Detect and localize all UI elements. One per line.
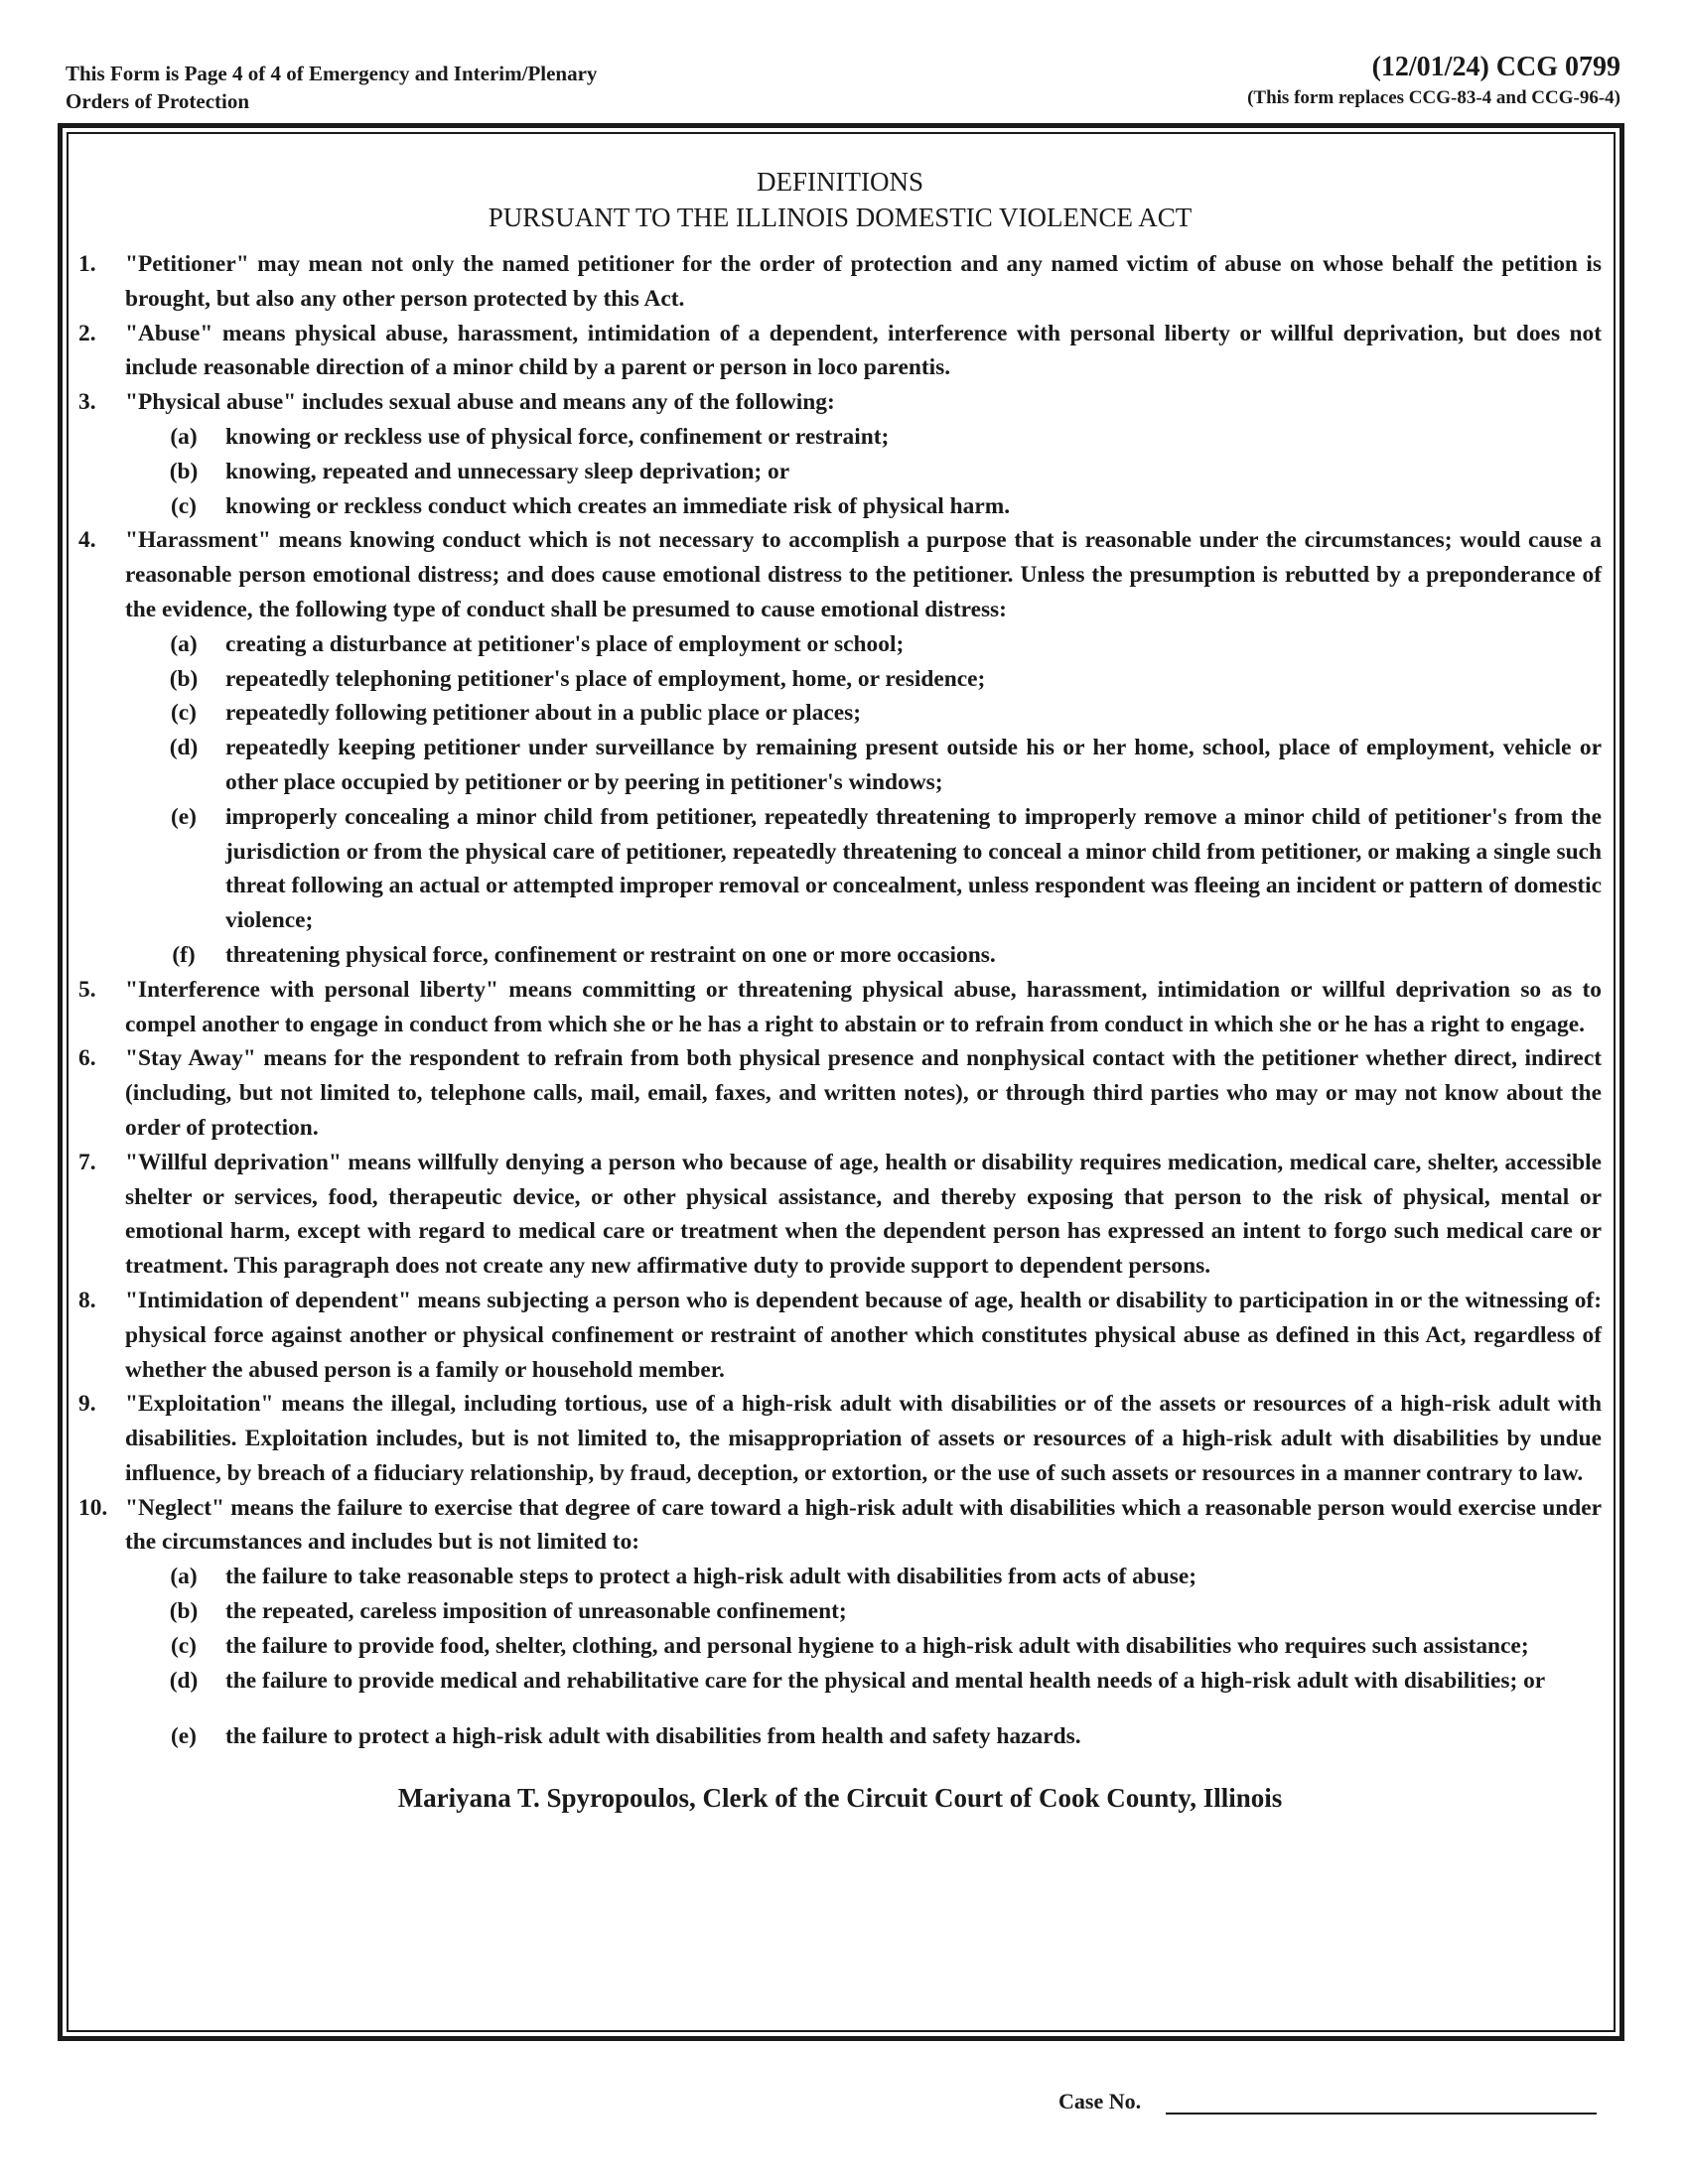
sub-label: (e) [171,803,197,830]
definition-10 [78,1491,1602,1561]
sub-text: the failure to protect a high-risk adult with disabilities from health and safety hazards. [225,1723,1081,1750]
form-page-line-2: Orders of Protection [66,89,250,113]
definition-9 [78,1387,1602,1490]
definition-8 [78,1284,1602,1387]
definition-10-sub-e [78,1719,1602,1754]
sub-label: (c) [171,492,197,519]
definition-4-sub-d [78,731,1602,800]
form-page-line-1: This Form is Page 4 of 4 of Emergency and Interim/Plenary [66,62,598,85]
definition-text: "Abuse" means physical abuse, harassment, intimidation of a dependent, interference with personal liberty or willful deprivation, but does not include reasonable direction of a minor child by a parent or person in loco parentis. [125,320,1602,381]
sub-text: knowing or reckless conduct which creates an immediate risk of physical harm. [225,492,1011,519]
sub-label: (f) [172,941,196,968]
definitions-frame [58,123,1624,2041]
case-number-field[interactable] [1166,2113,1597,2115]
definition-4 [78,523,1602,626]
definition-number: 8. [78,1287,96,1313]
definition-number: 9. [78,1391,96,1418]
definition-4-sub-c [78,696,1602,731]
sub-text: repeatedly telephoning petitioner's place of employment, home, or residence; [225,665,986,692]
sub-text: the failure to take reasonable steps to protect a high-risk adult with disabilities from acts of abuse; [225,1564,1197,1590]
definitions-title [78,164,1602,235]
definition-3-sub-a [78,420,1602,455]
definition-3-sub-b [78,455,1602,489]
form-code: (12/01/24) CCG 0799 [1371,52,1620,82]
sub-label: (c) [171,700,197,727]
sub-label: (b) [169,1598,199,1625]
sub-label: (d) [169,735,199,761]
definition-10-sub-c [78,1629,1602,1664]
sub-label: (b) [169,665,199,692]
definition-number: 10. [78,1494,108,1521]
definition-text: "Stay Away" means for the respondent to refrain from both physical presence and nonphysical contact with the petitioner whether direct, indirect (including, but not limited to, telephone calls, mail, email, faxes, and written notes), or through third parties who may or may not know about the order of protection. [125,1045,1602,1141]
sub-text: threatening physical force, confinement or restraint on one or more occasions. [225,941,996,968]
definition-2 [78,317,1602,386]
sub-text: repeatedly keeping petitioner under surveillance by remaining present outside his or her home, school, place of employment, vehicle or other place occupied by petitioner or by peering in petitioner's windows; [225,735,1602,795]
sub-text: knowing or reckless use of physical force, confinement or restraint; [225,423,890,450]
definition-7 [78,1146,1602,1284]
form-code-block [1247,50,1620,111]
definition-10-sub-a [78,1560,1602,1594]
definition-text: "Interference with personal liberty" means committing or threatening physical abuse, harassment, intimidation or willful deprivation so as to compel another to engage in conduct from which she or he has a right to abstain or to refrain from conduct in which she or he has a right to engage. [125,976,1602,1037]
definition-4-sub-f [78,938,1602,973]
sub-label: (a) [170,630,198,657]
definition-text: "Harassment" means knowing conduct which is not necessary to accomplish a purpose that is reasonable under the circumstances; would cause a reasonable person emotional distress; and does cause emotional distress to the petitioner. Unless the presumption is rebutted by a preponderance of the evidence, the following type of conduct shall be presumed to cause emotional distress: [125,527,1602,622]
sub-text: repeatedly following petitioner about in a public place or places; [225,700,861,727]
definition-text: "Petitioner" may mean not only the named petitioner for the order of protection and any named victim of abuse on whose behalf the petition is brought, but also any other person protected by this Act. [125,251,1602,312]
definition-text: "Physical abuse" includes sexual abuse and means any of the following: [125,389,835,416]
definition-text: "Intimidation of dependent" means subjecting a person who is dependent because of age, health or disability to participation in or the witnessing of: physical force against another or physical confinement or restraint of another which constitutes physical abuse as defined in this Act, regardless of whether the abused person is a family or household member. [125,1287,1602,1383]
definition-number: 5. [78,976,96,1003]
definition-number: 2. [78,320,96,346]
definition-number: 1. [78,251,96,277]
definition-text: "Exploitation" means the illegal, including tortious, use of a high-risk adult with disabilities or of the assets or resources of a high-risk adult with disabilities. Exploitation includes, but is not limited to, the misappropriation of assets or resources of a high-risk adult with disabilities by undue influence, by breach of a fiduciary relationship, by fraud, deception, or extortion, or the use of such assets or resources in a manner contrary to law. [125,1391,1602,1486]
sub-text: the repeated, careless imposition of unreasonable confinement; [225,1598,847,1625]
definitions-content [78,164,1602,1816]
sub-label: (c) [171,1632,197,1659]
sub-label: (b) [169,458,199,484]
definition-4-sub-a [78,627,1602,662]
sub-label: (e) [171,1723,197,1750]
sub-text: the failure to provide medical and rehabilitative care for the physical and mental health needs of a high-risk adult with disabilities; or [225,1667,1546,1694]
title-line-2: PURSUANT TO THE ILLINOIS DOMESTIC VIOLENCE ACT [488,203,1193,232]
sub-label: (a) [170,423,198,450]
definitions-list [78,247,1602,1754]
sub-text: the failure to provide food, shelter, clothing, and personal hygiene to a high-risk adult with disabilities who requires such assistance; [225,1632,1529,1659]
sub-label: (d) [169,1667,199,1694]
clerk-attribution: Mariyana T. Spyropoulos, Clerk of the Circuit Court of Cook County, Illinois [397,1783,1283,1814]
definition-6 [78,1041,1602,1145]
sub-text: creating a disturbance at petitioner's place of employment or school; [225,630,905,657]
definition-1 [78,247,1602,317]
definition-4-sub-e [78,800,1602,938]
definition-text: "Neglect" means the failure to exercise that degree of care toward a high-risk adult with disabilities which a reasonable person would exercise under the circumstances and includes but is not limited to: [125,1494,1602,1556]
sub-label: (a) [170,1564,198,1590]
definition-number: 4. [78,527,96,554]
definition-text: "Willful deprivation" means willfully denying a person who because of age, health or disability requires medication, medical care, shelter, accessible shelter or services, food, therapeutic device, or other physical assistance, and thereby exposing that person to the risk of physical, mental or emotional harm, except with regard to medical care or treatment when the dependent person has expressed an intent to forgo such medical care or treatment. This paragraph does not create any new affirmative duty to provide support to dependent persons. [125,1149,1602,1280]
sub-text: knowing, repeated and unnecessary sleep deprivation; or [225,458,790,484]
form-replaces-note: (This form replaces CCG-83-4 and CCG-96-4) [1247,87,1620,108]
case-number-label: Case No. [1058,2089,1142,2114]
definition-4-sub-b [78,662,1602,697]
definition-number: 7. [78,1149,96,1175]
definition-3 [78,385,1602,420]
definition-10-sub-b [78,1594,1602,1629]
title-line-1: DEFINITIONS [757,167,923,197]
form-page-note [66,60,820,115]
sub-text: improperly concealing a minor child from petitioner, repeatedly threatening to improperly remove a minor child of petitioner's from the jurisdiction or from the physical care of petitioner, repeatedly threatening to conceal a minor child from petitioner, or making a single such threat following an actual or attempted improper removal or concealment, unless respondent was fleeing an incident or pattern of domestic violence; [225,803,1602,934]
definition-number: 3. [78,389,96,416]
definitions-inner-frame [67,132,1616,2032]
definition-3-sub-c [78,489,1602,524]
definition-10-sub-d [78,1664,1602,1699]
definition-5 [78,973,1602,1042]
definition-number: 6. [78,1045,96,1072]
